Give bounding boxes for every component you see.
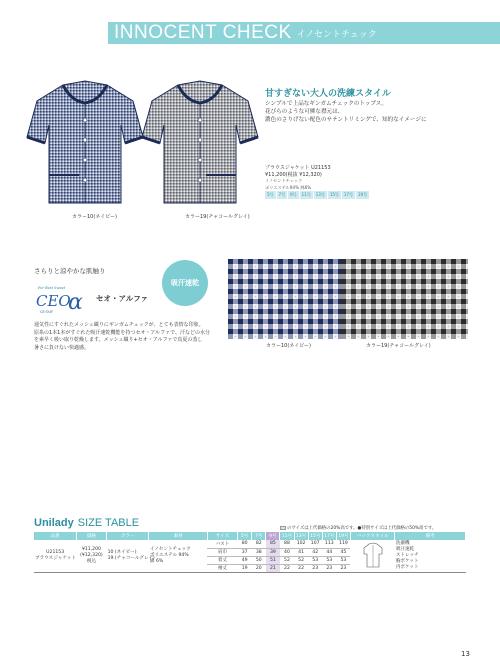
fabric-swatch-charcoal (341, 259, 468, 339)
color-cell (107, 540, 155, 572)
size-tag: 19号 (358, 192, 368, 197)
size-value: 23 (308, 564, 322, 572)
size-value: 53 (336, 556, 350, 564)
header-cell: 13号 (295, 534, 307, 539)
jacket-caption-navy: カラー10(ネイビー) (72, 214, 117, 220)
size-value: 88 (280, 540, 294, 548)
size-tag: 7号 (278, 192, 286, 197)
swatch-caption-charcoal: カラー19(チャコールグレイ) (366, 343, 431, 349)
jacket-image-navy (25, 75, 145, 210)
header-cell: 5号 (238, 532, 252, 540)
remark: 内ポケット (395, 564, 419, 570)
size-value: 23 (322, 564, 336, 572)
size-tag: 9号 (290, 192, 297, 197)
size-value: 53 (308, 556, 322, 564)
fabric-name: イノセントチェック (265, 178, 303, 183)
table-row (34, 540, 466, 548)
size-value: 85 (266, 540, 280, 548)
size-value: 38 (252, 548, 266, 556)
feature-desc-line: 通気性にすぐれたメッシュ織りにギンガムチェックが、とても表情な印象。 (34, 322, 204, 328)
size-table-title (34, 517, 139, 529)
size-value: 42 (308, 548, 322, 556)
size-tags (265, 191, 369, 199)
size-value: 37 (238, 548, 252, 556)
header-cell: 価格 (76, 532, 106, 540)
headline: 甘すぎない大人の洗練スタイル (265, 89, 391, 99)
size-value: 19 (238, 564, 252, 572)
header-cell: バックスタイル (350, 532, 394, 540)
header-cell: カラー (107, 532, 149, 540)
material-name: イノセントチェック (149, 546, 191, 552)
jacket-caption-charcoal: カラー19(チャコールグレイ) (185, 214, 250, 220)
material-comp: 綿 6% (149, 558, 164, 564)
page-number: 13 (461, 650, 470, 658)
size-value: 39 (266, 548, 280, 556)
size-value: 52 (280, 556, 294, 564)
header-cell: 備考 (395, 532, 466, 540)
size-value: 51 (266, 556, 280, 564)
product-name: ブラウスジャケット (35, 555, 76, 561)
size-value: 44 (322, 548, 336, 556)
size-value: 20 (252, 564, 266, 572)
size-value: 49 (238, 556, 252, 564)
size-tag: 5号 (267, 192, 274, 197)
material-comp: ポリエステル 94% (149, 552, 189, 558)
material-cell (149, 540, 207, 572)
price-tax: (¥12,320) (80, 552, 103, 558)
size-tag: 11号 (301, 192, 311, 197)
size-value: 102 (294, 540, 308, 548)
svg-text:CEO: CEO (36, 292, 71, 310)
header-banner (108, 22, 500, 44)
price: ¥11,200 (81, 546, 101, 552)
remark: 吸汗速乾 (395, 546, 415, 552)
page-title-jp: イノセントチェック (296, 30, 377, 40)
measure-label: バスト (207, 540, 237, 548)
feature-badge: 吸汗速乾 (162, 260, 208, 306)
header-cell: 15号 (309, 534, 321, 539)
remarks-cell (395, 540, 466, 572)
back-style-cell (350, 540, 394, 572)
color-option: 10 (ネイビー) (107, 549, 137, 555)
back-style-icon (363, 542, 383, 568)
product-name: ブラウスジャケット U21153 (265, 165, 331, 171)
description (265, 100, 485, 124)
feature-desc-line: 原糸の1本1本がすぐれた吸汗速乾機能を持つセオ・アルファで、汗などの水分 (34, 329, 210, 336)
size-value: 113 (322, 540, 336, 548)
fabric-composition: ポリエステル94% 綿6% (265, 184, 312, 190)
header-cell: 7号 (252, 532, 266, 540)
size-value: 22 (294, 564, 308, 572)
measure-label: 袖丈 (207, 564, 237, 572)
svg-text:For Best Sweat: For Best Sweat (38, 286, 66, 290)
price-note: 税込 (86, 558, 97, 564)
feature-title: さらりと涼やかな肌触り (34, 267, 106, 275)
size-value: 40 (280, 548, 294, 556)
highlight-legend-icon (280, 526, 286, 530)
feature-desc-line: 暑さに負けない快適感。 (34, 344, 90, 351)
header-cell: 11号 (281, 534, 293, 539)
product-price: ¥11,200(税抜 ¥12,320) (265, 171, 322, 178)
size-table-note: のサイズは上代価格の20%高です。●特別サイズは上代価格の50%高です。 (280, 525, 436, 531)
svg-text:CE·OUF: CE·OUF (40, 310, 54, 314)
size-table-header (34, 532, 466, 540)
jacket-image-charcoal (140, 75, 260, 210)
size-value: 45 (336, 548, 350, 556)
size-tag: 17号 (343, 192, 354, 197)
product-code-cell (34, 540, 76, 572)
product-code: U21153 (46, 549, 65, 555)
feature-logo-name: セオ・アルファ (96, 294, 149, 303)
remark: ストレッチ (395, 552, 419, 558)
fabric-swatch-navy (228, 259, 355, 339)
size-tag: 15号 (329, 192, 339, 197)
size-value: 119 (336, 540, 350, 548)
size-value: 21 (266, 564, 280, 572)
price-cell (76, 540, 106, 572)
color-option: 19 (チャコールグレイ) (107, 555, 155, 561)
measure-label: 着丈 (207, 556, 237, 564)
product-info (265, 165, 331, 191)
size-value: 53 (322, 556, 336, 564)
size-tag: 13号 (315, 192, 325, 197)
measure-label: 肩巾 (207, 548, 237, 556)
size-value: 52 (294, 556, 308, 564)
header-cell: 17号 (324, 534, 335, 539)
ceo-alpha-logo-icon (34, 282, 94, 320)
description-line: シンプルで上品なギンガムチェックのトップス。 (265, 101, 388, 107)
swatch-caption-navy: カラー10(ネイビー) (266, 343, 311, 349)
size-value: 82 (252, 540, 266, 548)
size-table (34, 532, 466, 573)
header-cell: サイズ (207, 532, 237, 540)
description-line: 花びらのような可憐な襟元は、 (265, 109, 344, 115)
size-table-label: SIZE TABLE (77, 517, 140, 529)
size-value: 80 (238, 540, 252, 548)
header-cell: 品番 (34, 532, 76, 540)
brand-name: Unilady (34, 517, 74, 529)
description-line: 濃色のさりげない配色のサテントリミングで、知的なイメージに (265, 117, 427, 123)
svg-text:α: α (68, 290, 83, 315)
remark: 洗濯機 (395, 540, 410, 546)
feature-desc-line: を素早く吸い取り乾燥します。メッシュ織り+セオ・アルファで真夏の蒸し (34, 337, 203, 343)
size-value: 22 (280, 564, 294, 572)
feature-description (34, 322, 224, 352)
header-cell: 素材 (149, 532, 207, 540)
size-value: 23 (336, 564, 350, 572)
header-cell: 19号 (338, 534, 349, 539)
header-cell: 9号 (266, 532, 280, 540)
remark: 胸ポケット (395, 558, 419, 564)
size-value: 50 (252, 556, 266, 564)
size-value: 41 (294, 548, 308, 556)
size-value: 107 (308, 540, 322, 548)
page-title: INNOCENT CHECK (114, 22, 292, 43)
